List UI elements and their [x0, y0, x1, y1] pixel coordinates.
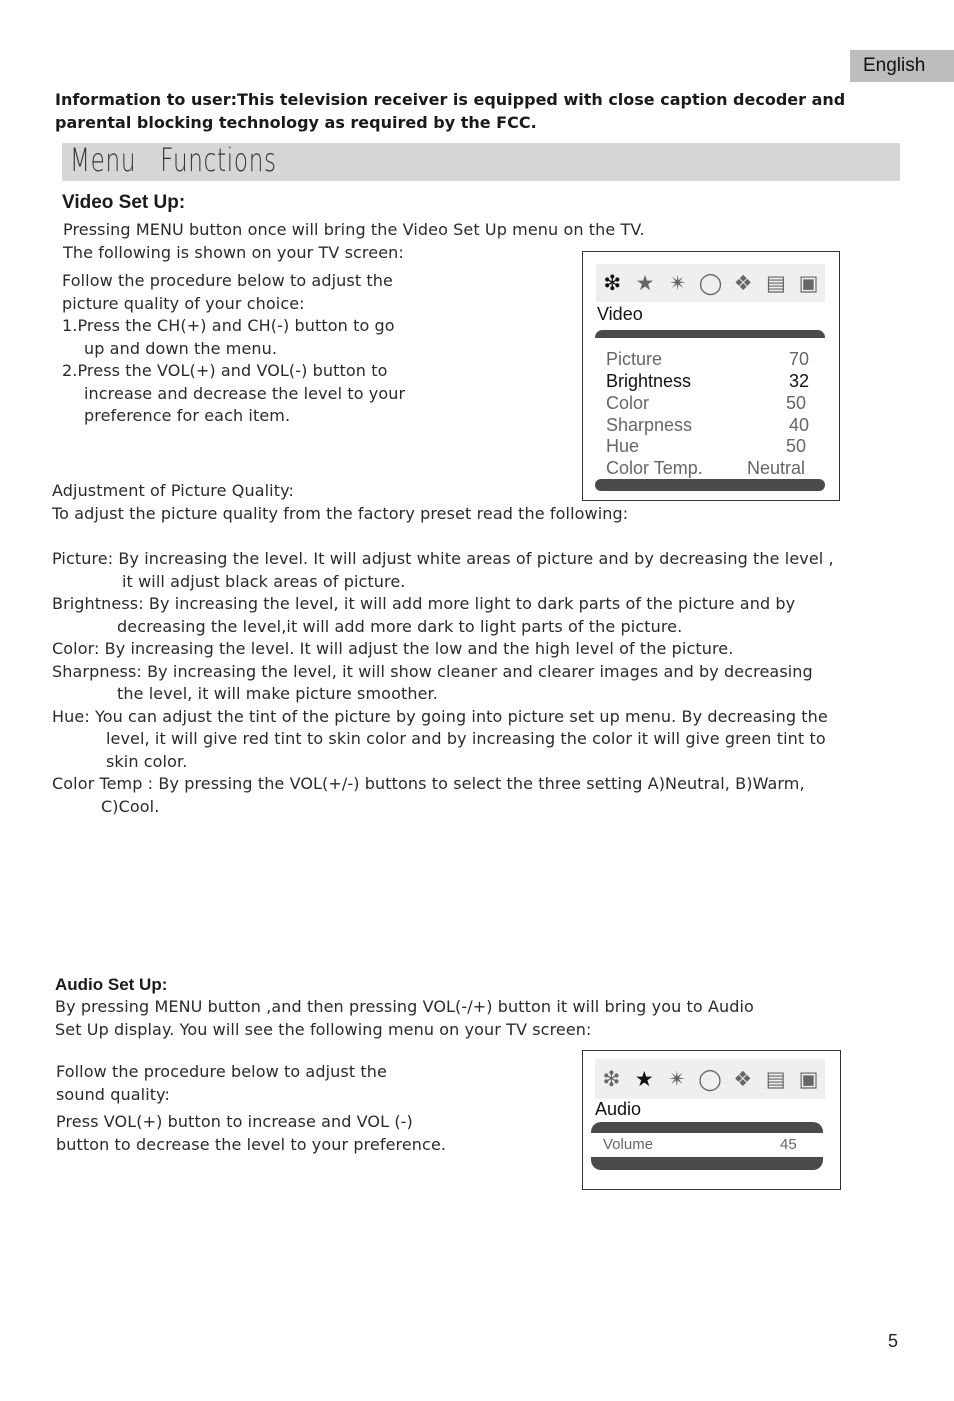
video-procedure-line: up and down the menu. — [84, 338, 278, 358]
desc-brightness-cont: decreasing the level,it will add more dark to light parts of the picture. — [117, 616, 683, 636]
video-procedure-line: preference for each item. — [84, 406, 291, 425]
video-menu-label: Video — [597, 304, 643, 324]
menu-value-volume: 45 — [780, 1136, 797, 1153]
fcc-notice-line: parental blocking technology as required by the FCC. — [55, 113, 537, 132]
adjustment-line: To adjust the picture quality from the factory preset read the following: — [52, 503, 629, 523]
video-intro-line: The following is shown on your TV screen: — [63, 242, 404, 262]
section-title: Menu Functions — [70, 141, 277, 179]
video-heading: Video Set Up: — [62, 192, 186, 213]
audio-heading: Audio Set Up: — [55, 975, 168, 994]
lock-icon: ▣ — [798, 271, 819, 295]
menu-value-hue: 50 — [786, 436, 807, 456]
menu-item-volume[interactable]: Volume — [603, 1136, 654, 1153]
function-icon: ✴ — [668, 1067, 686, 1091]
menu-value-color-temp: Neutral — [747, 458, 806, 478]
parental-doc-icon: ▤ — [765, 271, 786, 295]
globe-icon: ◯ — [698, 271, 723, 295]
menu-item-brightness[interactable]: Brightness — [606, 371, 692, 391]
video-procedure-line: 2.Press the VOL(+) and VOL(-) button to — [62, 361, 388, 380]
fcc-notice-line: Information to user:This television receiver is equipped with close caption decoder and — [55, 90, 846, 109]
video-menu-bottom-bar — [595, 479, 825, 491]
audio-procedure-line: button to decrease the level to your preference. — [56, 1134, 447, 1154]
video-menu-icon-strip — [596, 264, 825, 302]
desc-brightness: Brightness: By increasing the level, it will add more light to dark parts of the picture and by — [52, 594, 796, 613]
desc-picture-cont: it will adjust black areas of picture. — [122, 571, 406, 591]
audio-intro-line: By pressing MENU button ,and then pressing VOL(-/+) button it will bring you to Audio — [55, 997, 754, 1016]
audio-intro — [55, 996, 754, 1041]
desc-sharpness: Sharpness: By increasing the level, it will show cleaner and clearer images and by decreasing — [52, 661, 813, 681]
desc-sharpness-cont: the level, it will make picture smoother. — [117, 684, 438, 703]
desc-color: Color: By increasing the level. It will adjust the low and the high level of the picture. — [52, 639, 734, 658]
desc-color-temp-cont: C)Cool. — [101, 796, 160, 816]
page-number: 5 — [888, 1331, 899, 1351]
globe-icon: ◯ — [698, 1067, 722, 1091]
audio-procedure — [56, 1061, 446, 1156]
video-procedure-line: Follow the procedure below to adjust the — [62, 271, 393, 290]
antenna-icon: ❖ — [733, 1067, 753, 1091]
audio-star-icon: ★ — [635, 271, 655, 295]
video-procedure — [62, 270, 405, 428]
menu-value-sharpness: 40 — [789, 415, 810, 435]
video-menu-screen — [582, 251, 840, 501]
language-tab: English — [850, 50, 954, 82]
antenna-icon: ❖ — [733, 271, 753, 295]
video-procedure-line: picture quality of your choice: — [62, 293, 305, 313]
audio-procedure-line: Follow the procedure below to adjust the — [56, 1062, 387, 1081]
desc-hue-cont: skin color. — [106, 751, 188, 771]
desc-hue: Hue: You can adjust the tint of the picture by going into picture set up menu. By decreasing the — [52, 706, 828, 726]
desc-color-temp: Color Temp : By pressing the VOL(+/-) buttons to select the three setting A)Neutral, B)Warm, — [52, 774, 805, 793]
audio-intro-line: Set Up display. You will see the following menu on your TV screen: — [55, 1019, 592, 1039]
audio-menu-screen — [582, 1050, 841, 1190]
picture-setup-icon: ❇ — [602, 1067, 621, 1091]
picture-setup-icon: ❇ — [603, 271, 622, 295]
menu-item-picture[interactable]: Picture — [606, 349, 663, 369]
setting-descriptions — [52, 548, 834, 818]
adjustment-line: Adjustment of Picture Quality: — [52, 481, 294, 500]
menu-value-color: 50 — [786, 393, 807, 413]
video-intro — [63, 219, 645, 264]
audio-menu-icon-strip — [595, 1059, 825, 1099]
desc-hue-cont: level, it will give red tint to skin color and by increasing the color it will give green tint to — [106, 729, 826, 748]
menu-item-color[interactable]: Color — [606, 393, 650, 413]
menu-item-sharpness[interactable]: Sharpness — [606, 415, 693, 435]
menu-value-picture: 70 — [789, 349, 810, 369]
video-procedure-line: increase and decrease the level to your — [84, 383, 406, 403]
lock-icon: ▣ — [798, 1067, 819, 1091]
audio-procedure-line: Press VOL(+) button to increase and VOL (-) — [56, 1112, 413, 1131]
menu-value-brightness: 32 — [789, 371, 810, 391]
menu-item-hue[interactable]: Hue — [606, 436, 640, 456]
audio-star-icon: ★ — [634, 1067, 654, 1091]
audio-procedure-line: sound quality: — [56, 1084, 171, 1104]
audio-menu-label: Audio — [595, 1099, 642, 1119]
menu-item-color-temp[interactable]: Color Temp. — [606, 458, 703, 478]
video-intro-line: Pressing MENU button once will bring the Video Set Up menu on the TV. — [63, 220, 645, 239]
parental-doc-icon: ▤ — [765, 1067, 786, 1091]
video-procedure-line: 1.Press the CH(+) and CH(-) button to go — [62, 316, 395, 335]
fcc-notice — [55, 88, 925, 134]
adjustment-intro — [52, 480, 628, 525]
function-icon: ✴ — [668, 271, 687, 295]
desc-picture: Picture: By increasing the level. It will adjust white areas of picture and by decreasing the level , — [52, 549, 834, 568]
